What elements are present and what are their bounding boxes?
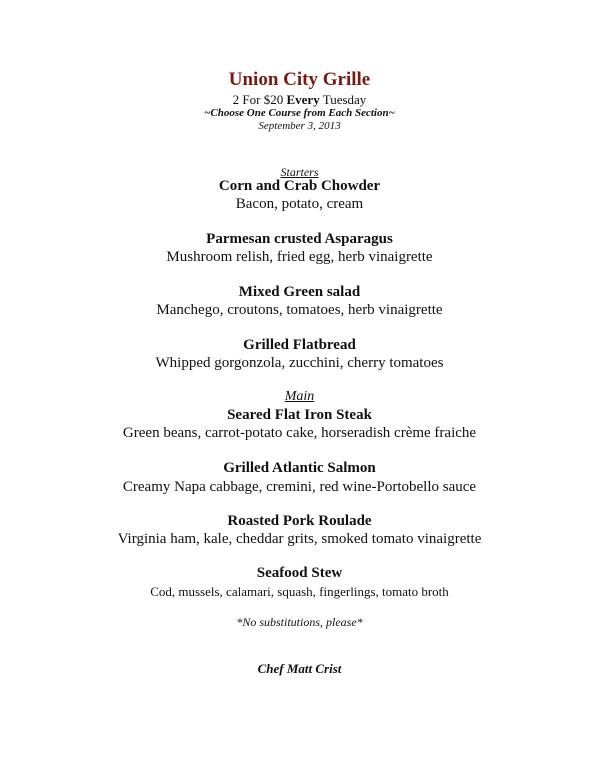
dish-description: Mushroom relish, fried egg, herb vinaigrette: [166, 249, 433, 265]
chef-signature: Chef Matt Crist: [257, 661, 342, 676]
section-heading-main: Main: [284, 389, 315, 404]
dish-name: Grilled Atlantic Salmon: [223, 460, 376, 476]
promo-suffix: Tuesday: [319, 92, 367, 107]
dish-description: Cod, mussels, calamari, squash, fingerlings, tomato broth: [150, 584, 449, 599]
no-substitutions-note: *No substitutions, please*: [236, 615, 363, 629]
dish-description: Green beans, carrot-potato cake, horseradish crème fraiche: [122, 425, 477, 441]
dish-description: Whipped gorgonzola, zucchini, cherry tomatoes: [155, 355, 444, 371]
dish-name: Grilled Flatbread: [243, 337, 356, 353]
dish-name: Seared Flat Iron Steak: [227, 407, 372, 423]
dish-name: Corn and Crab Chowder: [218, 178, 381, 194]
section-heading-starters: Starters: [280, 165, 319, 179]
dish-name: Roasted Pork Roulade: [227, 513, 372, 529]
dish-name: Seafood Stew: [256, 565, 343, 581]
restaurant-name: Union City Grille: [228, 69, 371, 90]
menu-date: September 3, 2013: [258, 120, 341, 132]
dish-name: Parmesan crusted Asparagus: [206, 231, 393, 247]
dish-name: Mixed Green salad: [238, 284, 361, 300]
dish-description: Virginia ham, kale, cheddar grits, smoked tomato vinaigrette: [117, 531, 482, 547]
dish-description: Bacon, potato, cream: [235, 196, 364, 212]
promo-emphasis: Every: [286, 92, 320, 107]
course-instruction: ~Choose One Course from Each Section~: [204, 107, 395, 119]
promo-line: [0, 93, 599, 106]
dish-description: Creamy Napa cabbage, cremini, red wine-Portobello sauce: [122, 479, 477, 495]
dish-description: Manchego, croutons, tomatoes, herb vinaigrette: [156, 302, 443, 318]
promo-prefix: 2 For $20: [232, 92, 287, 107]
